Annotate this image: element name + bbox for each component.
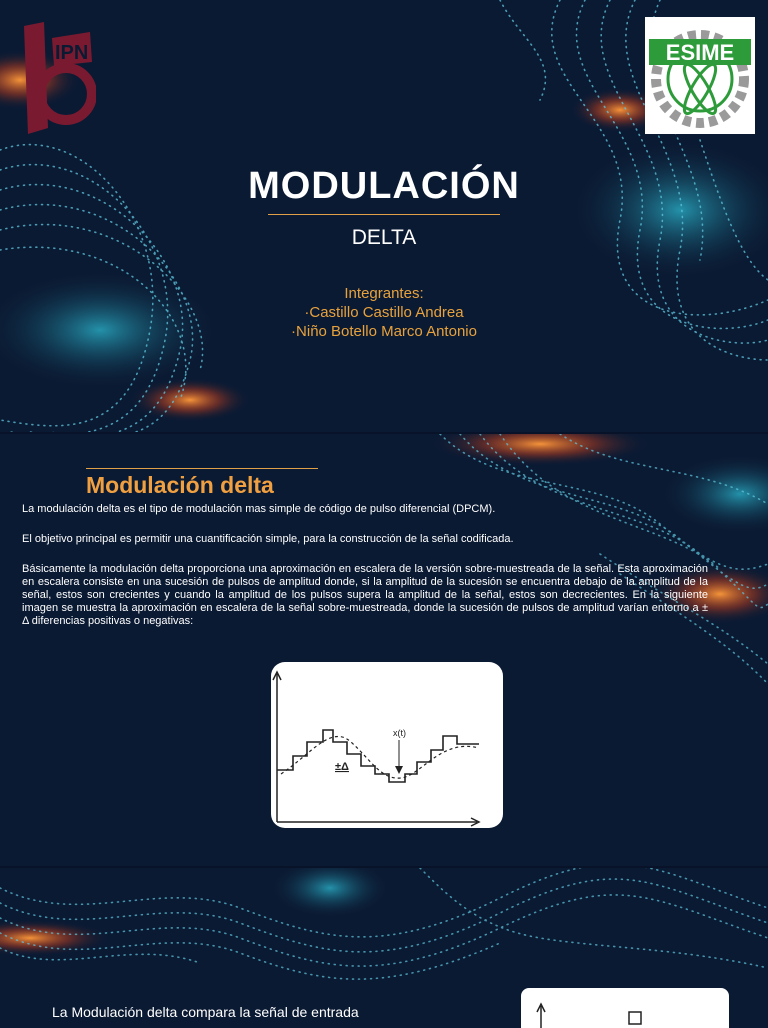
paragraph: El objetivo principal es permitir una cuantificación simple, para la construcción de la señal codificada. [22, 533, 514, 545]
svg-text:ESIME: ESIME [665, 40, 735, 65]
team-block [0, 284, 768, 341]
svg-text:IPN: IPN [55, 42, 89, 64]
team-heading: Integrantes: [344, 285, 424, 302]
team-member: ·Castillo Castillo Andrea [304, 304, 464, 321]
staircase-diagram [271, 662, 503, 828]
title-slide [0, 0, 768, 432]
step-label: ±Δ [335, 761, 349, 773]
ipn-logo [14, 18, 96, 136]
page-title: MODULACIÓN [248, 165, 520, 207]
axis-diagram [521, 988, 729, 1028]
figure-preview [521, 988, 729, 1028]
time-axis-label: t [484, 816, 488, 828]
ipn-logo-icon [14, 18, 96, 136]
section-heading: Modulación delta [86, 472, 274, 498]
heading-rule [86, 468, 318, 469]
paragraph: Básicamente la modulación delta proporciona una aproximación en escalera de la versión sobre-muestreada de la señal. Esta aproximación en escalera consiste en una sucesión de pulsos de amplitud donde, si la amplitud de la sucesión se encuentra debajo de la amplitud de la señal, estos son crecientes y cuando la amplitud de los pulsos supera la amplitud de la señal, estos son decrecientes. En la siguiente imagen se muestra la aproximación en escalera de la señal sobre-muestreada, donde la sucesión de pulsos de amplitud varían entorno a ± Δ diferencias positivas o negativas: [22, 563, 708, 627]
esime-logo [645, 17, 755, 134]
title-underline [268, 214, 500, 215]
team-member: ·Niño Botello Marco Antonio [291, 323, 477, 340]
page-subtitle: DELTA [351, 226, 417, 249]
staircase-figure [271, 662, 503, 828]
paragraph: La modulación delta es el tipo de modulación mas simple de código de pulso diferencial (DPCM). [22, 503, 496, 515]
esime-gear-icon [645, 17, 755, 134]
content-slide-3 [0, 866, 768, 1028]
signal-label: x(t) [393, 728, 406, 738]
content-slide [0, 432, 768, 866]
paragraph: La Modulación delta compara la señal de entrada [52, 1004, 359, 1020]
